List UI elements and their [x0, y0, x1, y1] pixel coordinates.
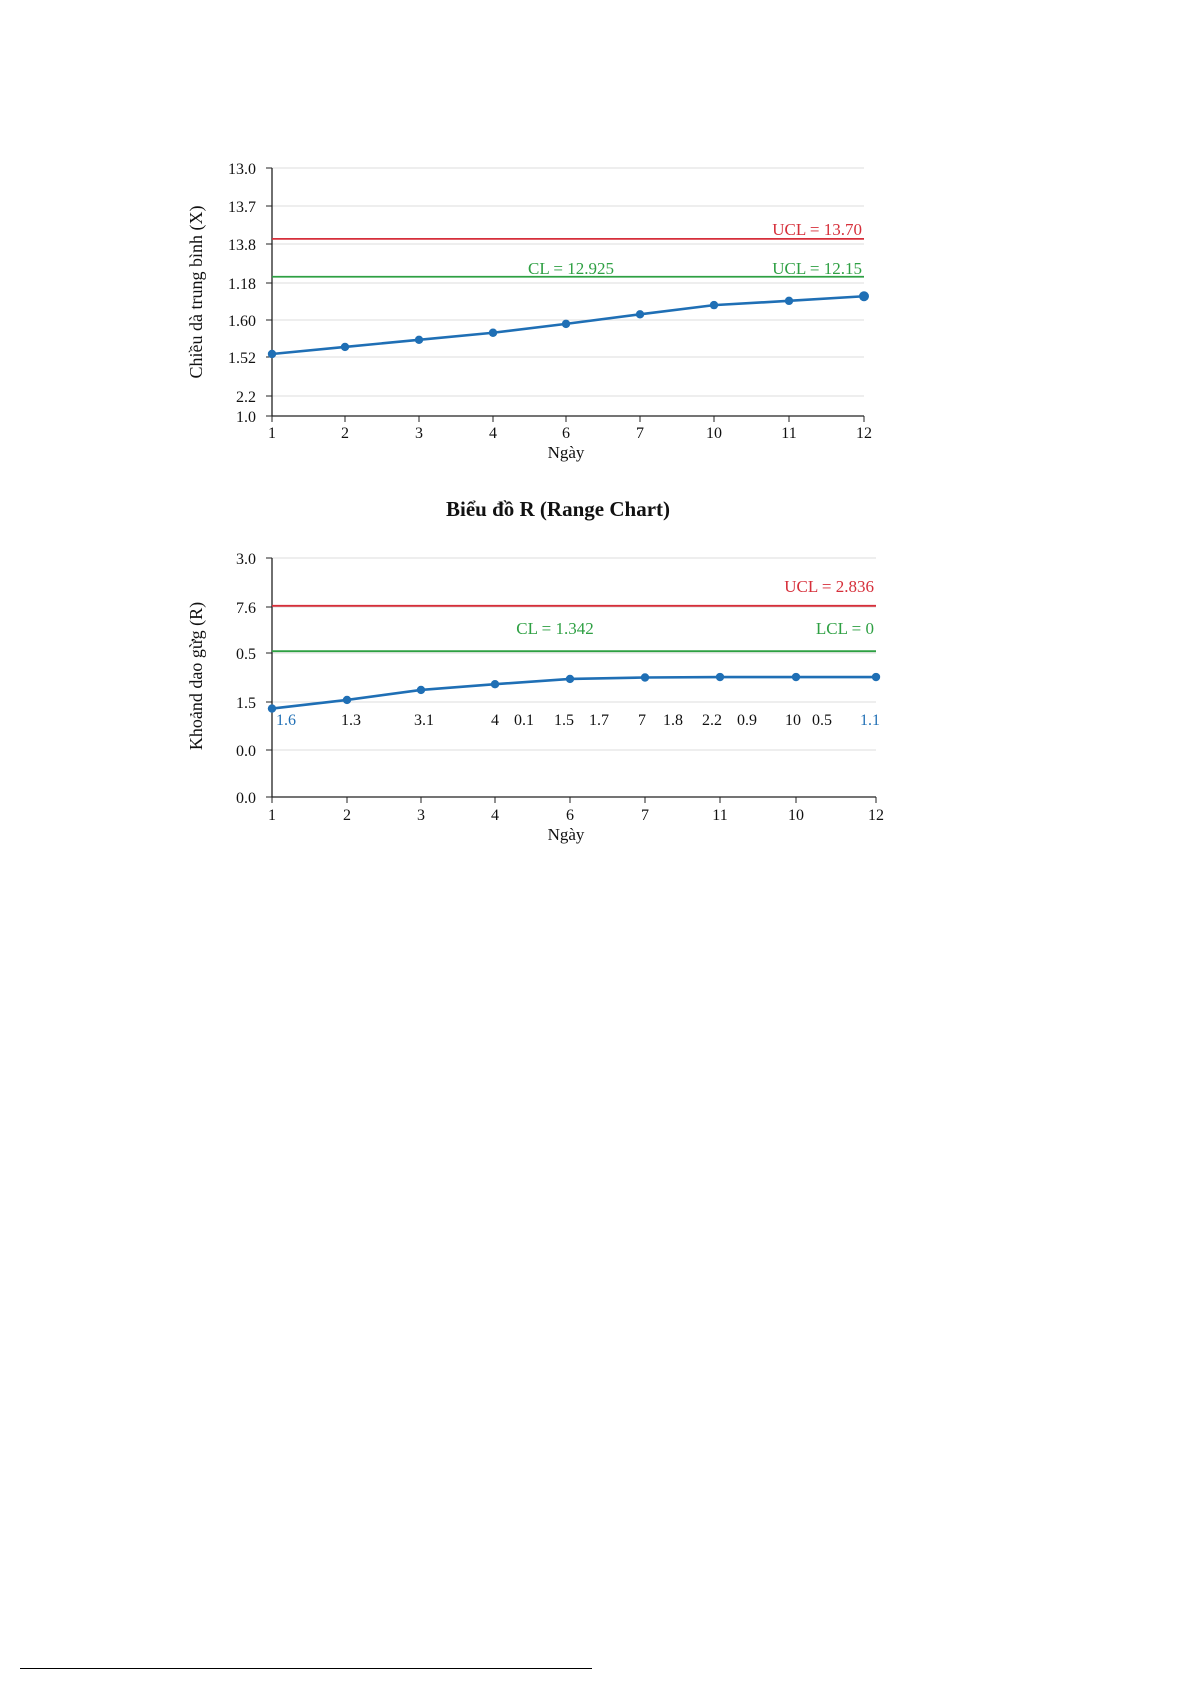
x-tick-label: 2 — [341, 425, 349, 442]
y-tick-label: 0.5 — [236, 646, 256, 663]
data-point — [859, 291, 869, 301]
y-tick-label: 0.0 — [236, 790, 256, 807]
chart-1 — [186, 161, 872, 462]
reference-line-label: UCL = 2.836 — [784, 577, 874, 596]
x-tick-label: 10 — [706, 425, 722, 442]
data-point — [716, 673, 724, 681]
point-value-label: 7 — [638, 712, 646, 729]
x-tick-label: 2 — [343, 807, 351, 824]
point-value-label: 0.9 — [737, 712, 757, 729]
x-tick-label: 4 — [491, 807, 499, 824]
point-value-label: 1.7 — [589, 712, 609, 729]
x-tick-label: 7 — [636, 425, 644, 442]
data-point — [491, 680, 499, 688]
point-value-label: 1.8 — [663, 712, 683, 729]
data-point — [268, 704, 276, 712]
reference-line-label: UCL = 13.70 — [772, 220, 862, 239]
data-point — [785, 297, 793, 305]
y-tick-label: 3.0 — [236, 551, 256, 568]
y-tick-label: 2.2 — [236, 389, 256, 406]
x-tick-label: 1 — [268, 425, 276, 442]
point-value-label: 1.6 — [276, 712, 296, 729]
data-point — [341, 343, 349, 351]
x-tick-label: 6 — [562, 425, 570, 442]
x-tick-label: 11 — [712, 807, 728, 824]
x-tick-label: 6 — [566, 807, 574, 824]
x-tick-label: 7 — [641, 807, 649, 824]
footnote-rule — [20, 1668, 592, 1669]
y-tick-label: 13.0 — [228, 161, 256, 178]
y-tick-label: 0.0 — [236, 743, 256, 760]
point-value-label: 2.2 — [702, 712, 722, 729]
point-value-label: 4 — [491, 712, 499, 729]
data-point — [710, 301, 718, 309]
data-point — [489, 329, 497, 337]
y-tick-label: 1.18 — [228, 276, 256, 293]
x-tick-label: 10 — [788, 807, 804, 824]
y-tick-label: 1.0 — [236, 409, 256, 426]
data-point — [417, 686, 425, 694]
x-tick-label: 3 — [417, 807, 425, 824]
x-tick-label: 11 — [781, 425, 797, 442]
y-tick-label: 13.7 — [228, 199, 256, 216]
x-tick-label: 12 — [868, 807, 884, 824]
data-point — [268, 350, 276, 358]
y-tick-label: 1.52 — [228, 350, 256, 367]
y-tick-label: 1.5 — [236, 695, 256, 712]
point-value-label: 0.1 — [514, 712, 534, 729]
point-value-label: 1.5 — [554, 712, 574, 729]
y-tick-label: 7.6 — [236, 600, 256, 617]
data-point — [566, 675, 574, 683]
data-point — [636, 310, 644, 318]
point-value-label: 3.1 — [414, 712, 434, 729]
point-value-label: 1.3 — [341, 712, 361, 729]
reference-line-label: LCL = 0 — [815, 619, 874, 638]
y-axis-label: Chiều dà trung bình (X) — [186, 205, 206, 379]
y-tick-label: 1.60 — [228, 313, 256, 330]
data-point — [641, 673, 649, 681]
data-point — [415, 336, 423, 344]
x-axis-label: Ngày — [547, 443, 585, 462]
chart-title: Biểu đồ R (Range Chart) — [446, 497, 670, 521]
x-tick-label: 3 — [415, 425, 423, 442]
point-value-label: 10 — [785, 712, 801, 729]
y-axis-label: Khoảnd dao gừg (R) — [186, 601, 206, 751]
x-tick-label: 1 — [268, 807, 276, 824]
x-axis-label: Ngày — [547, 825, 585, 844]
data-point — [792, 673, 800, 681]
point-value-label: 1.1 — [860, 712, 880, 729]
chart-2 — [186, 497, 884, 844]
data-point — [343, 696, 351, 704]
reference-line-label: CL = 12.925 — [528, 259, 614, 278]
reference-line-label: UCL = 12.15 — [772, 259, 862, 278]
data-point — [872, 673, 880, 681]
point-value-label: 0.5 — [812, 712, 832, 729]
x-tick-label: 12 — [856, 425, 872, 442]
data-point — [562, 320, 570, 328]
reference-line-label: CL = 1.342 — [516, 619, 594, 638]
x-tick-label: 4 — [489, 425, 497, 442]
series-line — [272, 677, 876, 709]
y-tick-label: 13.8 — [228, 237, 256, 254]
